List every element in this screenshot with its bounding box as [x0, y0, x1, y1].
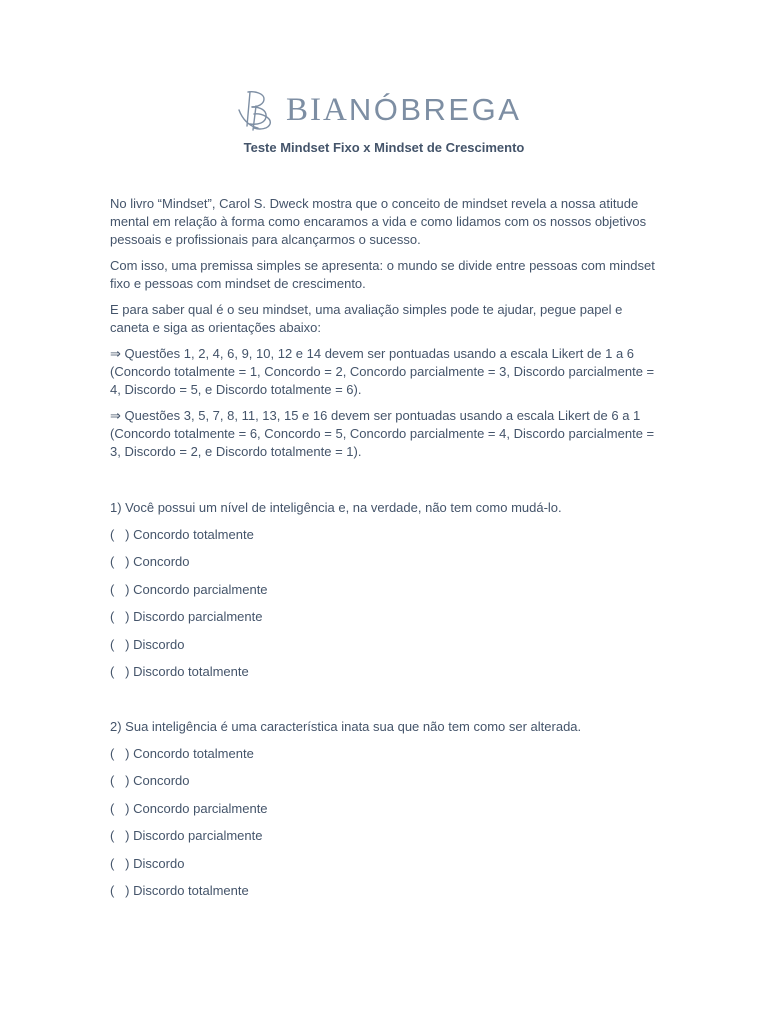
answer-option[interactable]	[110, 855, 662, 882]
answer-option[interactable]	[110, 526, 662, 553]
answer-option[interactable]	[110, 608, 662, 635]
checkbox-marker[interactable]: ( )	[110, 554, 130, 570]
answer-option-label: Discordo	[133, 636, 185, 652]
answer-option-label: Discordo parcialmente	[133, 828, 263, 844]
answer-option[interactable]	[110, 882, 662, 909]
answer-option-label: Concordo parcialmente	[133, 800, 268, 816]
document-title: Teste Mindset Fixo x Mindset de Crescimento	[243, 140, 525, 155]
question-text: 1) Você possui um nível de inteligência e, na verdade, não tem como mudá-lo.	[110, 500, 562, 515]
answer-option-label: Discordo totalmente	[133, 882, 249, 898]
answer-option-label: Discordo parcialmente	[133, 609, 263, 625]
checkbox-marker[interactable]: ( )	[110, 663, 130, 679]
answer-option-label: Discordo	[133, 855, 185, 871]
intro-paragraph: No livro “Mindset”, Carol S. Dweck mostra que o conceito de mindset revela a nossa atitude mental em relação à forma como encaramos a vida e como lidamos com os nossos objetivos pessoais e profissionais para alcançarmos o sucesso.	[110, 196, 647, 247]
answer-option[interactable]	[110, 772, 662, 799]
checkbox-marker[interactable]: ( )	[110, 746, 130, 761]
checkbox-marker[interactable]: ( )	[110, 855, 130, 871]
scoring-rule-paragraph: ⇒ Questões 3, 5, 7, 8, 11, 13, 15 e 16 devem ser pontuadas usando a escala Likert de 6 a 1 (Concordo totalmente = 6, Concordo = 5, Concordo parcialmente = 4, Discordo parcialmente = 3, Discordo = 2, e Discordo totalmente = 1).	[110, 408, 655, 459]
checkbox-marker[interactable]: ( )	[110, 609, 130, 625]
answer-option-label: Discordo totalmente	[133, 663, 249, 679]
scoring-rule-paragraph: ⇒ Questões 1, 2, 4, 6, 9, 10, 12 e 14 devem ser pontuadas usando a escala Likert de 1 a 6 (Concordo totalmente = 1, Concordo = 2, Concordo parcialmente = 3, Discordo parcialmente = 4, Discordo = 5, e Discordo totalmente = 6).	[110, 346, 655, 397]
brand-wordmark-bold: BIA	[286, 92, 349, 128]
answer-option[interactable]	[110, 663, 662, 690]
checkbox-marker[interactable]: ( )	[110, 773, 130, 789]
brand-wordmark-light: NÓBREGA	[348, 92, 522, 127]
answer-option[interactable]	[110, 636, 662, 663]
answer-option[interactable]	[110, 553, 662, 580]
answer-option-label: Concordo	[133, 554, 190, 570]
answer-option[interactable]	[110, 581, 662, 608]
intro-paragraph: Com isso, uma premissa simples se apresenta: o mundo se divide entre pessoas com mindset fixo e pessoas com mindset de crescimento.	[110, 258, 655, 291]
answer-option-label: Concordo	[133, 773, 190, 789]
answer-option-label: Concordo totalmente	[133, 527, 254, 542]
question-1	[110, 499, 662, 690]
answer-option-label: Concordo parcialmente	[133, 581, 268, 597]
answer-option[interactable]	[110, 800, 662, 827]
checkbox-marker[interactable]: ( )	[110, 581, 130, 597]
checkbox-marker[interactable]: ( )	[110, 828, 130, 844]
checkbox-marker[interactable]: ( )	[110, 800, 130, 816]
checkbox-marker[interactable]: ( )	[110, 882, 130, 898]
intro-paragraph: E para saber qual é o seu mindset, uma avaliação simples pode te ajudar, pegue papel e caneta e siga as orientações abaixo:	[110, 302, 623, 335]
answer-option-label: Concordo totalmente	[133, 746, 254, 761]
answer-options	[110, 526, 662, 690]
monogram-logo-icon	[234, 88, 278, 132]
question-text: 2) Sua inteligência é uma característica inata sua que não tem como ser alterada.	[110, 719, 582, 734]
answer-option[interactable]	[110, 827, 662, 854]
brand-logo	[234, 88, 521, 132]
brand-wordmark	[286, 88, 521, 132]
checkbox-marker[interactable]: ( )	[110, 527, 130, 542]
answer-options	[110, 745, 662, 909]
question-2	[110, 718, 662, 909]
answer-option[interactable]	[110, 745, 662, 772]
checkbox-marker[interactable]: ( )	[110, 636, 130, 652]
intro-section	[110, 195, 662, 469]
